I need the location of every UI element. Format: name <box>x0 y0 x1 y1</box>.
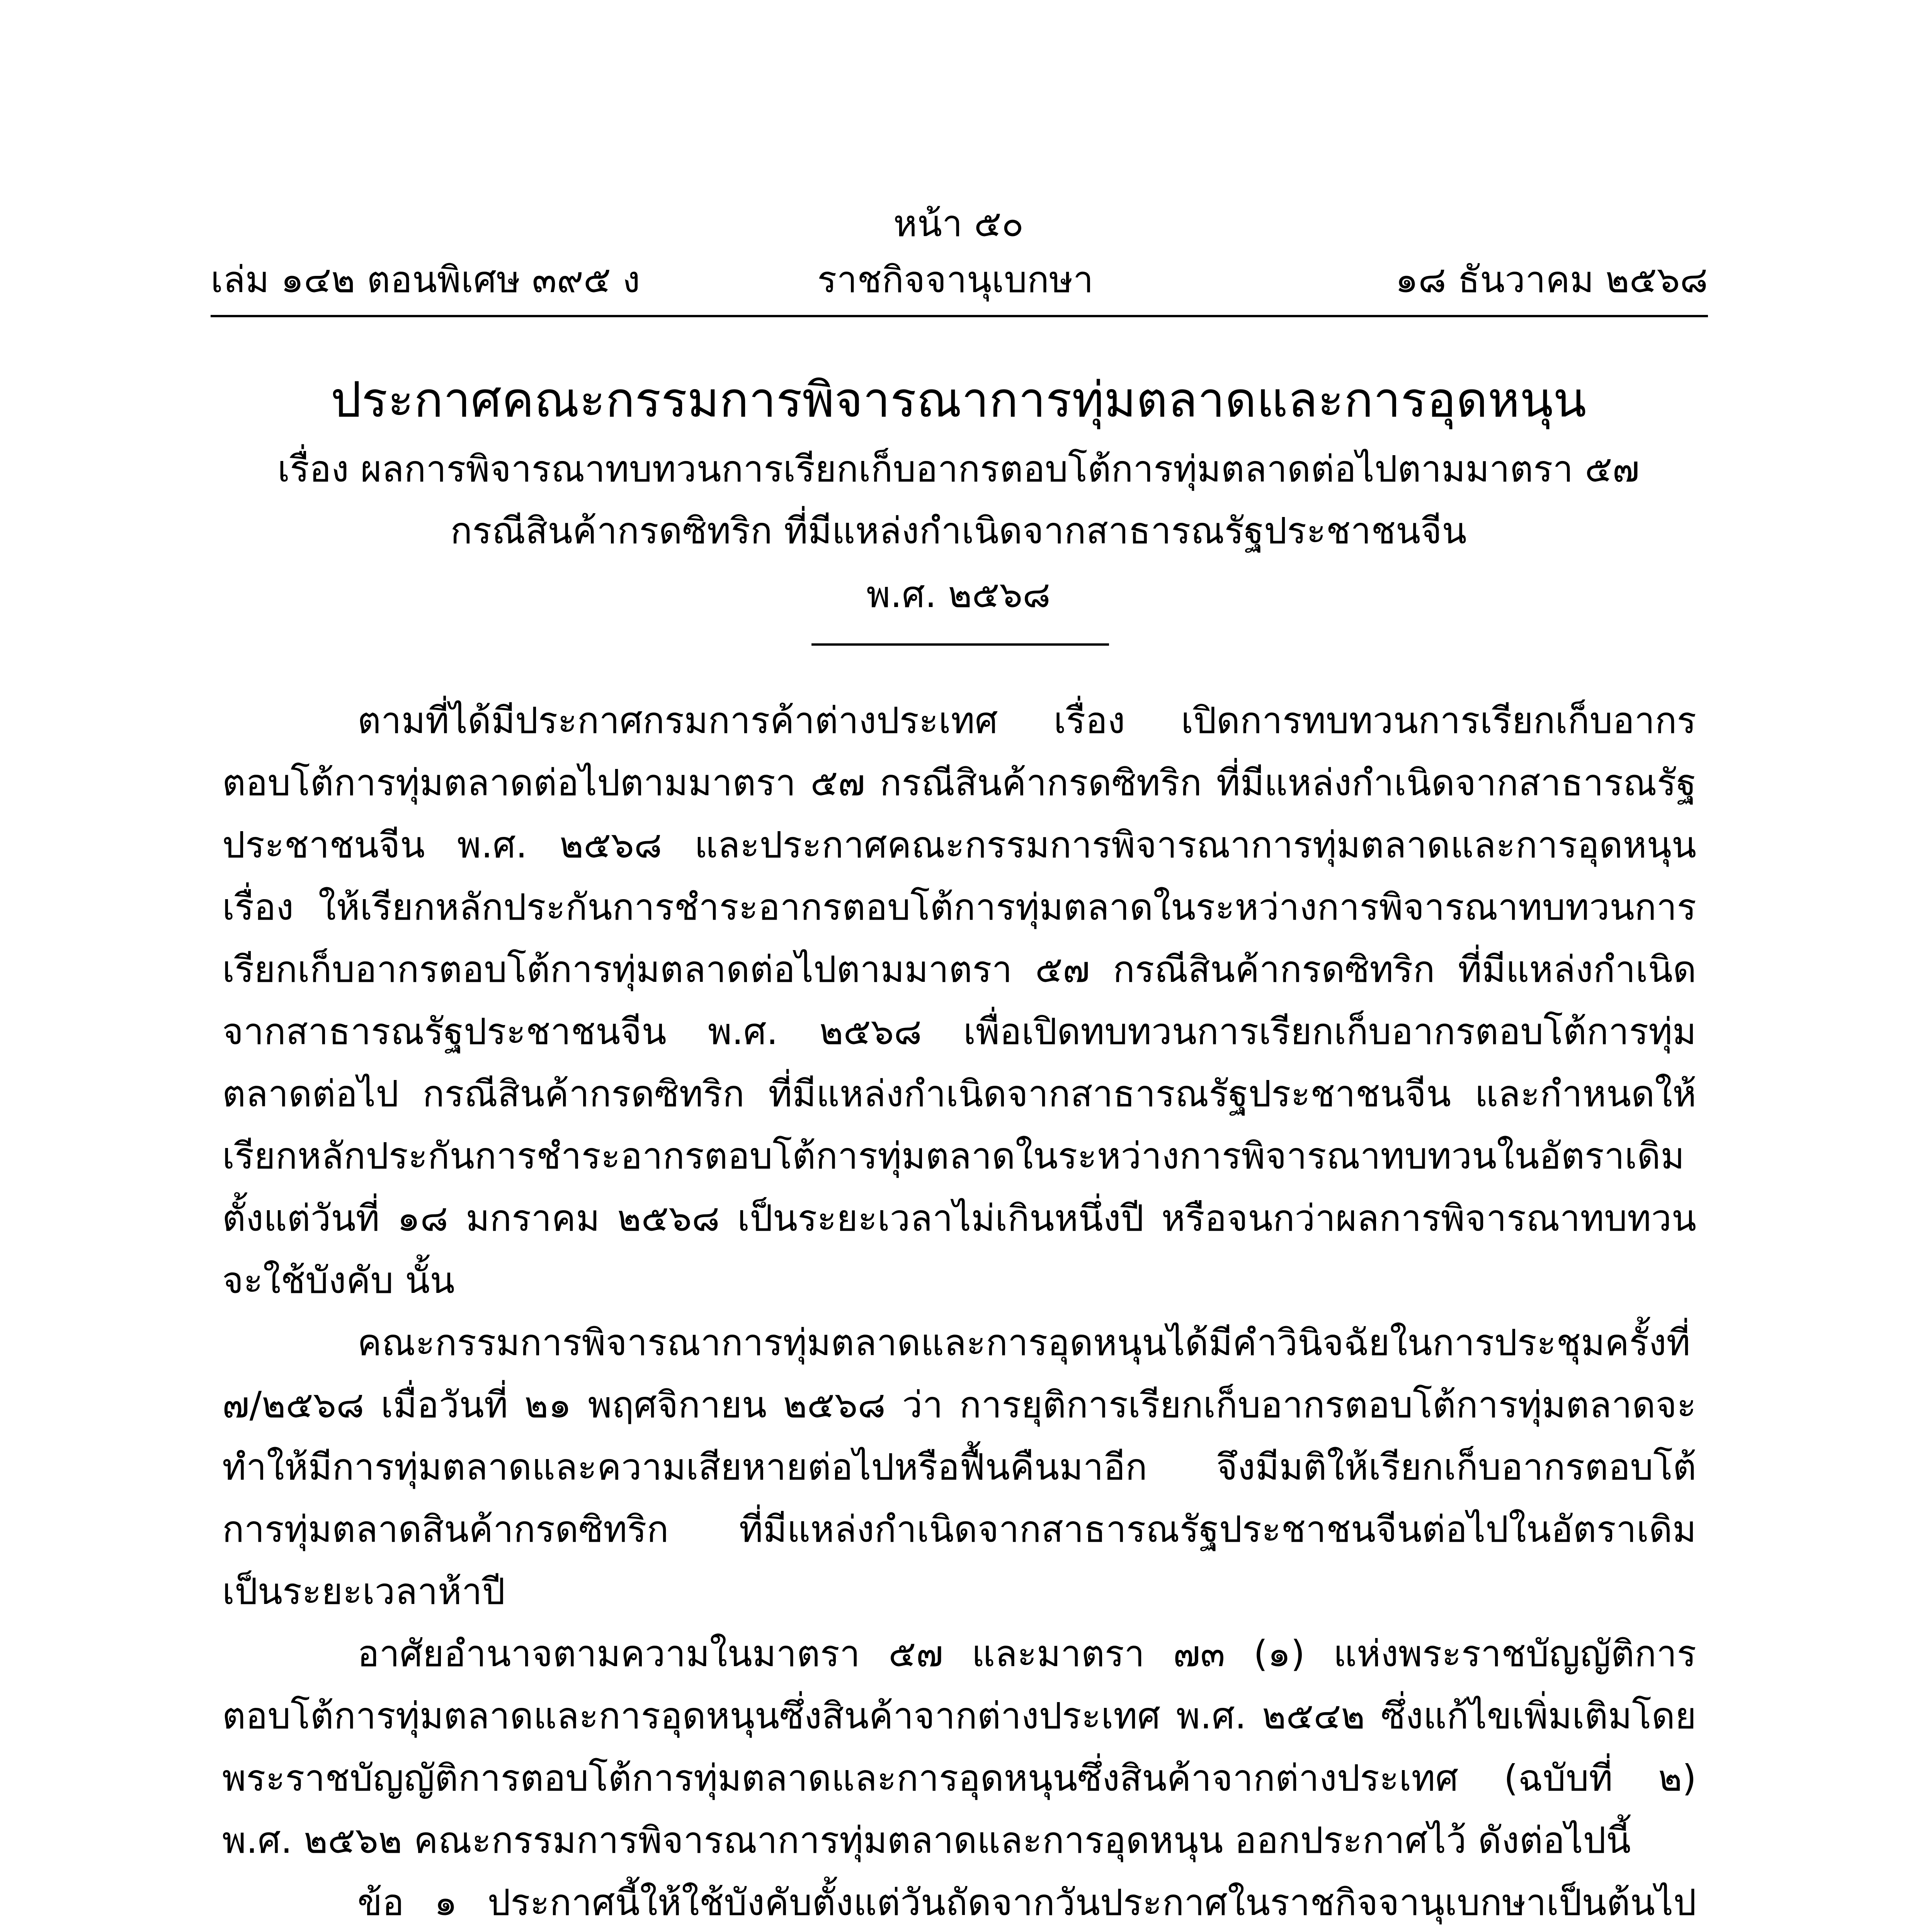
publication-date: ๑๘ ธันวาคม ๒๕๖๘ <box>1395 259 1708 301</box>
page-number: หน้า ๕๐ <box>893 203 1024 245</box>
title-divider <box>811 643 1109 646</box>
body-paragraph-2: คณะกรรมการพิจารณาการทุ่มตลาดและการอุดหนุนได้มีคำวินิจฉัยในการประชุมครั้งที่ ๗/๒๕๖๘ เมื่อวันที่ ๒๑ พฤศจิกายน ๒๕๖๘ ว่า การยุติการเรียกเก็บอากรตอบโต้การทุ่มตลาดจะทำให้มีการทุ่มตลาดและความเสียหายต่อไปหรือฟื้นคืนมาอีก จึงมีมติให้เรียกเก็บอากรตอบโต้การทุ่มตลาดสินค้ากรดซิทริก ที่มีแหล่งกำเนิดจากสาธารณรัฐประชาชนจีนต่อไปในอัตราเดิมเป็นระยะเวลาห้าปี <box>222 1322 1696 1613</box>
subject-line-2: กรณีสินค้ากรดซิทริก ที่มีแหล่งกำเนิดจากสาธารณรัฐประชาชนจีน <box>450 510 1467 552</box>
gazette-name: ราชกิจจานุเบกษา <box>817 259 1094 301</box>
gazette-header <box>211 257 1708 305</box>
clause-1: ข้อ ๑ ประกาศนี้ให้ใช้บังคับตั้งแต่วันถัดจากวันประกาศในราชกิจจานุเบกษาเป็นต้นไป <box>357 1882 1696 1924</box>
header-divider <box>211 315 1708 317</box>
announcement-title: ประกาศคณะกรรมการพิจารณาการทุ่มตลาดและการอุดหนุน <box>330 371 1587 428</box>
body-paragraph-3: อาศัยอำนาจตามความในมาตรา ๕๗ และมาตรา ๗๓ (๑) แห่งพระราชบัญญัติการตอบโต้การทุ่มตลาดและการอุดหนุนซึ่งสินค้าจากต่างประเทศ พ.ศ. ๒๕๔๒ ซึ่งแก้ไขเพิ่มเติมโดยพระราชบัญญัติการตอบโต้การทุ่มตลาดและการอุดหนุนซึ่งสินค้าจากต่างประเทศ (ฉบับที่ ๒) พ.ศ. ๒๕๖๒ คณะกรรมการพิจารณาการทุ่มตลาดและการอุดหนุน ออกประกาศไว้ ดังต่อไปนี้ <box>222 1633 1696 1862</box>
body-paragraph-1: ตามที่ได้มีประกาศกรมการค้าต่างประเทศ เรื่อง เปิดการทบทวนการเรียกเก็บอากรตอบโต้การทุ่มตลาดต่อไปตามมาตรา ๕๗ กรณีสินค้ากรดซิทริก ที่มีแหล่งกำเนิดจากสาธารณรัฐประชาชนจีน พ.ศ. ๒๕๖๘ และประกาศคณะกรรมการพิจารณาการทุ่มตลาดและการอุดหนุน เรื่อง ให้เรียกหลักประกันการชำระอากรตอบโต้การทุ่มตลาดในระหว่างการพิจารณาทบทวนการเรียกเก็บอากรตอบโต้การทุ่มตลาดต่อไปตามมาตรา ๕๗ กรณีสินค้ากรดซิทริก ที่มีแหล่งกำเนิดจากสาธารณรัฐประชาชนจีน พ.ศ. ๒๕๖๘ เพื่อเปิดทบทวนการเรียกเก็บอากรตอบโต้การทุ่มตลาดต่อไป กรณีสินค้ากรดซิทริก ที่มีแหล่งกำเนิดจากสาธารณรัฐประชาชนจีน และกำหนดให้เรียกหลักประกันการชำระอากรตอบโต้การทุ่มตลาดในระหว่างการพิจารณาทบทวนในอัตราเดิมตั้งแต่วันที่ ๑๘ มกราคม ๒๕๖๘ เป็นระยะเวลาไม่เกินหนึ่งปี หรือจนกว่าผลการพิจารณาทบทวนจะใช้บังคับ นั้น <box>222 700 1696 1302</box>
announcement-year: พ.ศ. ๒๕๖๘ <box>866 574 1051 616</box>
announcement-body <box>222 690 1696 1932</box>
subject-line-1: เรื่อง ผลการพิจารณาทบทวนการเรียกเก็บอากรตอบโต้การทุ่มตลาดต่อไปตามมาตรา ๕๗ <box>277 448 1640 490</box>
volume-issue: เล่ม ๑๔๒ ตอนพิเศษ ๓๙๕ ง <box>211 259 640 301</box>
